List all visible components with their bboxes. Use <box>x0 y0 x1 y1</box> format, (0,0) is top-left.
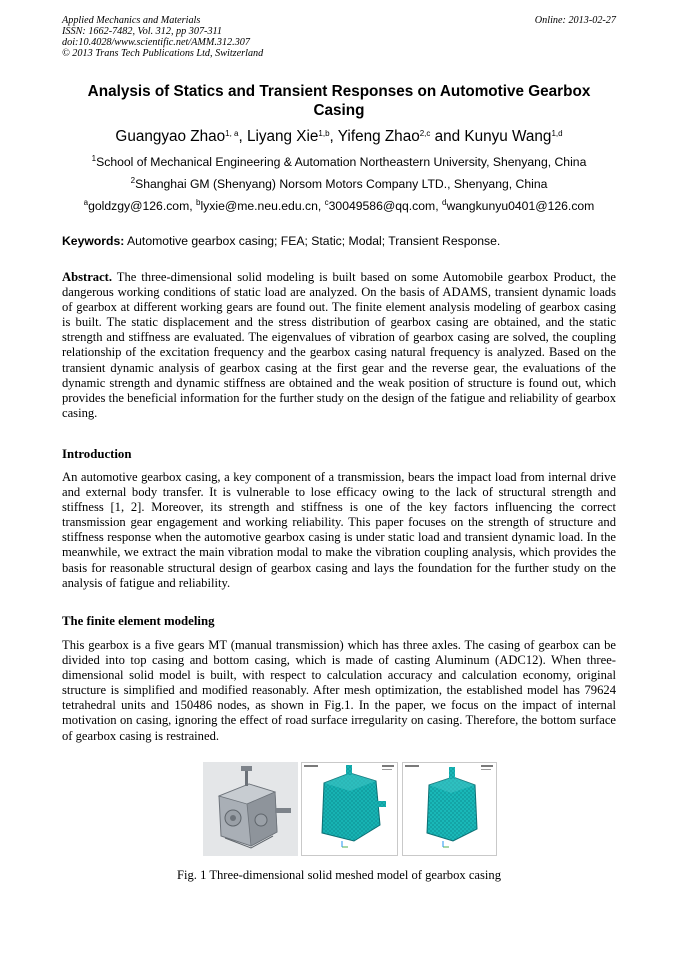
journal-name: Applied Mechanics and Materials <box>62 15 201 26</box>
affil-mark: 1 <box>91 154 97 163</box>
abstract-label: Abstract. <box>62 270 113 284</box>
affil-text: Shanghai GM (Shenyang) Norsom Motors Company LTD., Shenyang, China <box>135 177 548 191</box>
email-link[interactable]: 30049586@qq.com <box>328 199 436 213</box>
author-name: Yifeng Zhao <box>337 128 420 145</box>
author-separator: , <box>238 128 247 145</box>
author-separator: , <box>329 128 338 145</box>
figure-mesh-model-2 <box>402 762 497 856</box>
journal-header <box>62 15 263 59</box>
paper-title: Analysis of Statics and Transient Responses on Automotive Gearbox Casing <box>87 83 591 119</box>
author-name: Kunyu Wang <box>464 128 552 145</box>
email-mark: c <box>324 198 329 207</box>
author-affil-mark: 1,d <box>551 129 563 138</box>
mesh-lever <box>346 765 352 775</box>
output-shaft <box>275 808 291 813</box>
email-link[interactable]: wangkunyu0401@126.com <box>446 199 595 213</box>
author-affil-mark: 1, a <box>225 129 239 138</box>
affil-mark: 2 <box>130 176 136 185</box>
fe-modeling-text: This gearbox is a five gears MT (manual transmission) which has three axles. The casing of gearbox can be divided into top casing and bottom casing, which is made of casting Aluminum (ADC12). When three-dimensional solid model is built, with respect to calculation accuracy and calculation economy, original structure is simplified and modified reasonably. After mesh optimization, the established model has 79624 tetrahedral units and 150486 nodes, as shown in Fig.1. In the paper, we focus on the impact of internal motivation on casing, ignoring the effect of road surface irregularity on casing. Therefore, the bottom surface of gearbox casing is restrained. <box>62 638 616 743</box>
email-mark: d <box>442 198 447 207</box>
email-mark: a <box>83 198 89 207</box>
figure-caption: Fig. 1 Three-dimensional solid meshed model of gearbox casing <box>177 868 501 882</box>
author-name: Liyang Xie <box>246 128 319 145</box>
affiliation-1 <box>62 155 616 170</box>
keywords <box>62 234 616 249</box>
abstract <box>62 270 616 421</box>
figure-solid-model <box>203 762 298 856</box>
affiliation-2 <box>62 177 616 192</box>
email-link[interactable]: lyxie@me.neu.edu.cn <box>200 199 318 213</box>
section-heading-fe-modeling: The finite element modeling <box>62 614 215 628</box>
copyright-line: © 2013 Trans Tech Publications Ltd, Switzerland <box>62 48 264 59</box>
author-list <box>62 127 616 147</box>
author-and: and <box>430 128 465 145</box>
affil-text: School of Mechanical Engineering & Automation Northeastern University, Shenyang, China <box>96 155 587 169</box>
author-name: Guangyao Zhao <box>115 128 226 145</box>
author-affil-mark: 2,c <box>419 129 431 138</box>
figure-mesh-model-1 <box>301 762 398 856</box>
figure-1 <box>203 762 497 856</box>
introduction-text: An automotive gearbox casing, a key component of a transmission, bears the impact load from internal drive and external body transfer. It is vulnerable to lose efficacy owing to the lack of structural strength and stiffness [1, 2]. Moreover, its strength and stiffness is one of the key factors influencing the correct transmission gear engagement and working reliability. This paper focuses on the strength of structure and stiffness response when the automotive gearbox casing is under static load and transient dynamic load. In the meanwhile, we extract the main vibration modal to make the vibration coupling analysis, which provides the basis for reasonable structural design of gearbox casing and lays the foundation for the further study on the analysis of fatigue and reliability. <box>62 470 616 590</box>
online-date: Online: 2013-02-27 <box>534 15 616 26</box>
email-link[interactable]: goldzgy@126.com <box>88 199 190 213</box>
keywords-text: Automotive gearbox casing; FEA; Static; Modal; Transient Response. <box>124 234 501 248</box>
doi-line: doi:10.4028/www.scientific.net/AMM.312.307 <box>62 37 250 48</box>
mesh-lever <box>449 767 455 779</box>
author-affil-mark: 1,b <box>318 129 330 138</box>
issn-line: ISSN: 1662-7482, Vol. 312, pp 307-311 <box>62 26 222 37</box>
section-heading-introduction: Introduction <box>62 447 132 461</box>
email-list: $^a$goldzgy@126.com, $^b$lyxie@me.neu.edu.cn, $^c$30049586@qq.com, $^d$wangkunyu0401@126.com <box>83 198 595 213</box>
email-mark: b <box>196 198 201 207</box>
keywords-label: Keywords: <box>62 234 125 248</box>
abstract-text: The three-dimensional solid modeling is built based on some Automobile gearbox Product, the dangerous working conditions of static load are analyzed. On the basis of ADAMS, transient dynamic loads of gearbox at different working gears are found out. The finite element analysis modeling of gearbox casing is built. The static displacement and the stress distribution of gearbox casing are obtained, and the static strength and stiffness are evaluated. The eigenvalues of vibration of gearbox casing are solved, the coupling relationship of the excitation frequency and the gearbox casing natural frequency is analyzed. Based on the transient dynamic analysis of gearbox casing at the first gear and the reverse gear, the evaluations of the dynamic strength and dynamic stiffness are obtained and the weak position of structure is found out, which provides the beneficial information for the further study on the design of the fatigue and reliability of gearbox casing. <box>62 270 616 420</box>
